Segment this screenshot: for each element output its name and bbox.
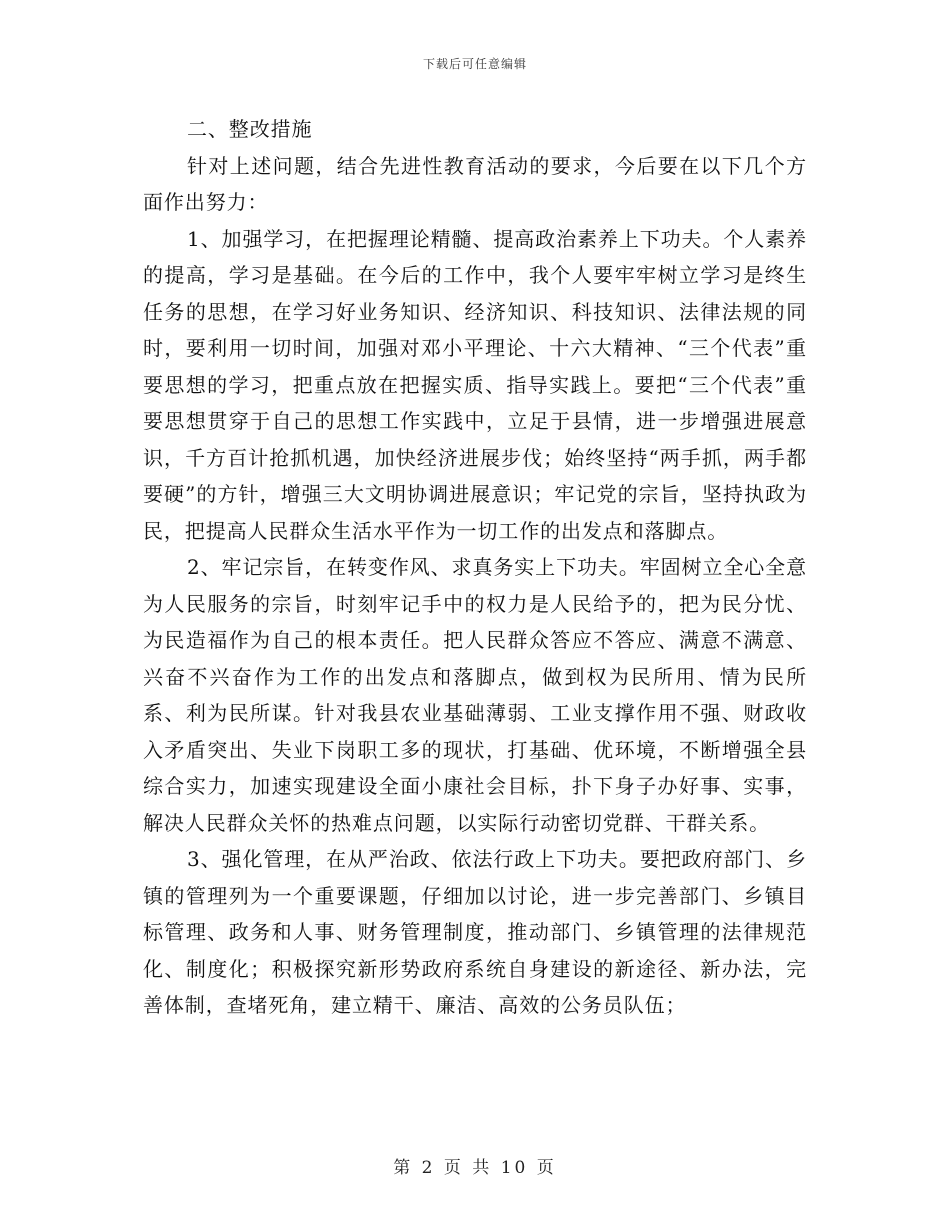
paragraph-2: 2、牢记宗旨，在转变作风、求真务实上下功夫。牢固树立全心全意为人民服务的宗旨，时刻牢记手中的权力是人民给予的，把为民分忧、为民造福作为自己的根本责任。把人民群众答应不答应、满意不满意、兴奋不兴奋作为工作的出发点和落脚点，做到权为民所用、情为民所系、利为民所谋。针对我县农业基础薄弱、工业支撑作用不强、财政收入矛盾突出、失业下岗职工多的现状，打基础、优环境，不断增强全县综合实力，加速实现建设全面小康社会目标，扑下身子办好事、实事，解决人民群众关怀的热难点问题，以实际行动密切党群、干群关系。: [143, 555, 807, 835]
intro-paragraph: 针对上述问题，结合先进性教育活动的要求，今后要在以下几个方面作出努力：: [143, 153, 807, 214]
paragraph-1: 1、加强学习，在把握理论精髓、提高政治素养上下功夫。个人素养的提高，学习是基础。在今后的工作中，我个人要牢牢树立学习是终生任务的思想，在学习好业务知识、经济知识、科技知识、法律法规的同时，要利用一切时间，加强对邓小平理论、十六大精神、“三个代表”重要思想的学习，把重点放在把握实质、指导实践上。要把“三个代表”重要思想贯穿于自己的思想工作实践中，立足于县情，进一步增强进展意识，千方百计抢抓机遇，加快经济进展步伐；始终坚持“两手抓，两手都要硬”的方针，增强三大文明协调进展意识；牢记党的宗旨，坚持执政为民，把提高人民群众生活水平作为一切工作的出发点和落脚点。: [143, 226, 807, 543]
paragraph-3: 3、强化管理，在从严治政、依法行政上下功夫。要把政府部门、乡镇的管理列为一个重要课题，仔细加以讨论，进一步完善部门、乡镇目标管理、政务和人事、财务管理制度，推动部门、乡镇管理的法律规范化、制度化；积极探究新形势政府系统自身建设的新途径、新办法，完善体制，查堵死角，建立精干、廉洁、高效的公务员队伍；: [143, 847, 807, 1017]
page-number-footer: 第 2 页 共 10 页: [393, 1158, 557, 1178]
page-header: 下载后可任意编辑: [422, 57, 527, 71]
section-heading: 二、整改措施: [187, 117, 313, 141]
document-body: [143, 111, 807, 1024]
